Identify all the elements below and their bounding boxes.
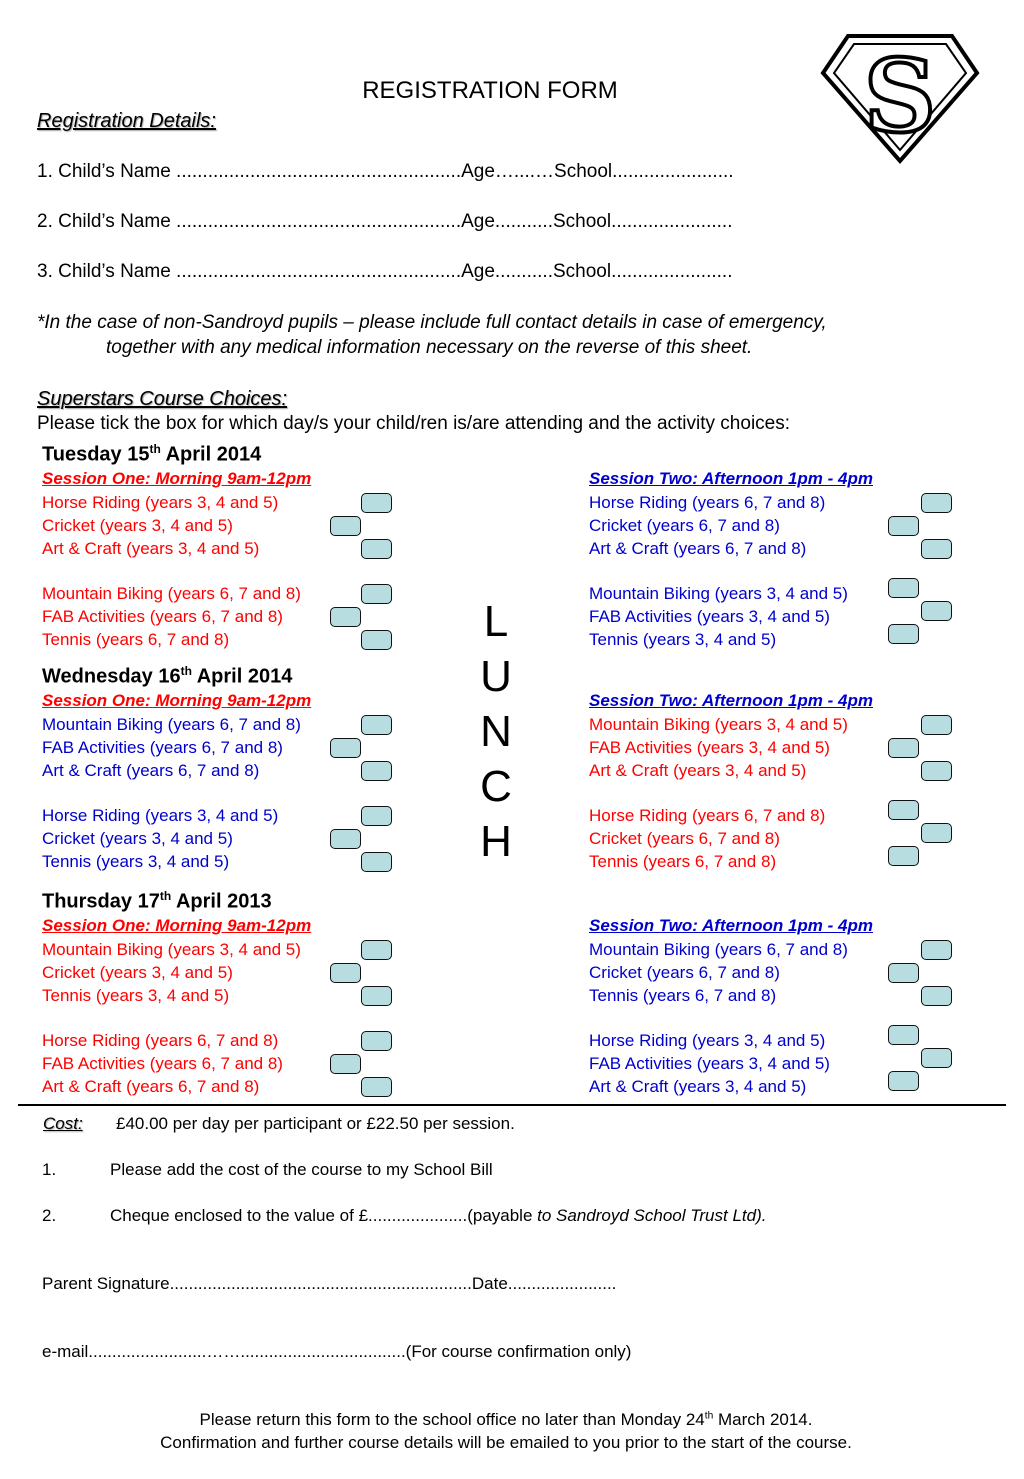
return-deadline-note [0, 1410, 1012, 1430]
morning-activity-checkbox[interactable] [361, 1077, 392, 1097]
afternoon-activity-checkbox[interactable] [921, 1048, 952, 1068]
morning-activity-label: Mountain Biking (years 6, 7 and 8) [42, 584, 301, 603]
morning-activity-label: Cricket (years 3, 4 and 5) [42, 516, 233, 535]
morning-activity-label: Horse Riding (years 6, 7 and 8) [42, 1031, 279, 1050]
day-heading-prefix: Thursday 17 [42, 890, 160, 913]
morning-activity-checkbox[interactable] [330, 1054, 361, 1074]
afternoon-activity-checkbox[interactable] [888, 846, 919, 866]
afternoon-activity-checkbox[interactable] [888, 963, 919, 983]
section-divider [18, 1104, 1006, 1106]
morning-activity-checkbox[interactable] [361, 584, 392, 604]
lunch-letter: C [480, 762, 512, 811]
afternoon-activity-label: FAB Activities (years 3, 4 and 5) [589, 1054, 830, 1073]
svg-text:S: S [863, 37, 937, 155]
lunch-letter: U [480, 652, 512, 701]
option-2-cheque[interactable] [110, 1206, 766, 1226]
morning-activity-label: Cricket (years 3, 4 and 5) [42, 829, 233, 848]
child-name-line-3[interactable]: 3. Child’s Name ......................................................Age...........School....................... [37, 261, 733, 282]
registration-details-heading: Registration Details: [37, 110, 216, 132]
day-heading-prefix: Tuesday 15 [42, 443, 150, 466]
afternoon-activity-label: Horse Riding (years 6, 7 and 8) [589, 806, 826, 825]
email-line[interactable]: e-mail.........................……...................................(For course confirmation only) [42, 1342, 632, 1361]
session-two-label: Session Two: Afternoon 1pm - 4pm [589, 916, 873, 935]
afternoon-activity-label: Cricket (years 6, 7 and 8) [589, 829, 780, 848]
option-1-number: 1. [42, 1160, 57, 1179]
afternoon-activity-label: Mountain Biking (years 3, 4 and 5) [589, 584, 848, 603]
session-two-label: Session Two: Afternoon 1pm - 4pm [589, 691, 873, 710]
morning-activity-checkbox[interactable] [361, 1031, 392, 1051]
day-heading-sup: th [149, 442, 161, 456]
afternoon-activity-label: Cricket (years 6, 7 and 8) [589, 516, 780, 535]
morning-activity-label: Tennis (years 3, 4 and 5) [42, 986, 230, 1005]
morning-activity-checkbox[interactable] [361, 715, 392, 735]
morning-activity-label: Art & Craft (years 6, 7 and 8) [42, 1077, 260, 1096]
morning-activity-checkbox[interactable] [361, 493, 392, 513]
afternoon-activity-checkbox[interactable] [921, 761, 952, 781]
deadline-suffix: March 2014. [713, 1410, 813, 1429]
emergency-note-line-2: together with any medical information necessary on the reverse of this sheet. [106, 337, 753, 358]
afternoon-activity-checkbox[interactable] [921, 715, 952, 735]
lunch-letter: H [480, 817, 512, 866]
morning-activity-checkbox[interactable] [361, 852, 392, 872]
morning-activity-label: FAB Activities (years 6, 7 and 8) [42, 738, 283, 757]
afternoon-activity-label: Tennis (years 3, 4 and 5) [589, 630, 777, 649]
day-heading-suffix: April 2014 [160, 443, 262, 466]
afternoon-activity-label: FAB Activities (years 3, 4 and 5) [589, 738, 830, 757]
morning-activity-checkbox[interactable] [361, 630, 392, 650]
morning-activity-label: Cricket (years 3, 4 and 5) [42, 963, 233, 982]
afternoon-activity-label: Cricket (years 6, 7 and 8) [589, 963, 780, 982]
morning-activity-checkbox[interactable] [330, 607, 361, 627]
morning-activity-label: FAB Activities (years 6, 7 and 8) [42, 1054, 283, 1073]
morning-activity-checkbox[interactable] [330, 963, 361, 983]
afternoon-activity-label: Art & Craft (years 3, 4 and 5) [589, 1077, 807, 1096]
afternoon-activity-checkbox[interactable] [888, 1025, 919, 1045]
deadline-sup: th [704, 1410, 714, 1422]
morning-activity-label: Art & Craft (years 3, 4 and 5) [42, 539, 260, 558]
afternoon-activity-checkbox[interactable] [888, 516, 919, 536]
deadline-prefix: Please return this form to the school office no later than Monday 24 [199, 1410, 705, 1429]
course-choices-heading: Superstars Course Choices: [37, 388, 288, 410]
morning-activity-checkbox[interactable] [361, 761, 392, 781]
tick-instructions: Please tick the box for which day/s your child/ren is/are attending and the activity choices: [37, 413, 791, 434]
afternoon-activity-label: Mountain Biking (years 3, 4 and 5) [589, 715, 848, 734]
afternoon-activity-label: Tennis (years 6, 7 and 8) [589, 986, 777, 1005]
morning-activity-label: Mountain Biking (years 6, 7 and 8) [42, 715, 301, 734]
cheque-payee: to Sandroyd School Trust Ltd). [537, 1206, 767, 1225]
child-name-line-1[interactable]: 1. Child’s Name ......................................................Age…....…School....................... [37, 161, 734, 182]
morning-activity-label: Art & Craft (years 6, 7 and 8) [42, 761, 260, 780]
cost-text: £40.00 per day per participant or £22.50 per session. [116, 1114, 515, 1133]
morning-activity-checkbox[interactable] [361, 986, 392, 1006]
afternoon-activity-checkbox[interactable] [921, 823, 952, 843]
morning-activity-label: Horse Riding (years 3, 4 and 5) [42, 806, 279, 825]
afternoon-activity-label: Horse Riding (years 3, 4 and 5) [589, 1031, 826, 1050]
afternoon-activity-checkbox[interactable] [888, 578, 919, 598]
afternoon-activity-label: Mountain Biking (years 6, 7 and 8) [589, 940, 848, 959]
day-heading-sup: th [180, 664, 192, 678]
day-heading-prefix: Wednesday 16 [42, 665, 181, 688]
afternoon-activity-checkbox[interactable] [921, 539, 952, 559]
cheque-text: Cheque enclosed to the value of £.....................(payable [110, 1206, 538, 1225]
day-heading-suffix: April 2014 [191, 665, 293, 688]
afternoon-activity-checkbox[interactable] [921, 986, 952, 1006]
cost-label: Cost: [43, 1114, 83, 1133]
session-two-label: Session Two: Afternoon 1pm - 4pm [589, 469, 873, 488]
parent-signature-line[interactable]: Parent Signature................................................................Date....................... [42, 1274, 617, 1293]
afternoon-activity-checkbox[interactable] [921, 601, 952, 621]
afternoon-activity-checkbox[interactable] [888, 800, 919, 820]
emergency-note-line-1: *In the case of non-Sandroyd pupils – please include full contact details in case of emergency, [37, 312, 827, 333]
option-2-number: 2. [42, 1206, 57, 1225]
day-heading [42, 664, 292, 689]
morning-activity-label: Horse Riding (years 3, 4 and 5) [42, 493, 279, 512]
day-heading [42, 889, 272, 914]
afternoon-activity-checkbox[interactable] [921, 493, 952, 513]
session-one-label: Session One: Morning 9am-12pm [42, 916, 312, 935]
day-heading-suffix: April 2013 [171, 890, 272, 913]
morning-activity-checkbox[interactable] [330, 516, 361, 536]
afternoon-activity-checkbox[interactable] [888, 1071, 919, 1091]
afternoon-activity-label: Horse Riding (years 6, 7 and 8) [589, 493, 826, 512]
afternoon-activity-checkbox[interactable] [921, 940, 952, 960]
morning-activity-checkbox[interactable] [361, 806, 392, 826]
child-name-line-2[interactable]: 2. Child’s Name ......................................................Age...........School....................... [37, 211, 733, 232]
session-one-label: Session One: Morning 9am-12pm [42, 469, 312, 488]
lunch-letter: N [480, 707, 512, 756]
morning-activity-label: Mountain Biking (years 3, 4 and 5) [42, 940, 301, 959]
afternoon-activity-label: Art & Craft (years 3, 4 and 5) [589, 761, 807, 780]
afternoon-activity-label: Art & Craft (years 6, 7 and 8) [589, 539, 807, 558]
session-one-label: Session One: Morning 9am-12pm [42, 691, 312, 710]
morning-activity-label: FAB Activities (years 6, 7 and 8) [42, 607, 283, 626]
morning-activity-checkbox[interactable] [361, 940, 392, 960]
morning-activity-checkbox[interactable] [330, 829, 361, 849]
afternoon-activity-label: FAB Activities (years 3, 4 and 5) [589, 607, 830, 626]
afternoon-activity-checkbox[interactable] [888, 738, 919, 758]
option-1-school-bill[interactable]: Please add the cost of the course to my School Bill [110, 1160, 493, 1179]
lunch-letter: L [483, 597, 509, 646]
confirmation-note: Confirmation and further course details will be emailed to you prior to the start of the course. [160, 1433, 852, 1452]
form-title: REGISTRATION FORM [362, 77, 618, 104]
day-heading [42, 442, 261, 467]
morning-activity-checkbox[interactable] [330, 738, 361, 758]
afternoon-activity-label: Tennis (years 6, 7 and 8) [589, 852, 777, 871]
afternoon-activity-checkbox[interactable] [888, 624, 919, 644]
morning-activity-checkbox[interactable] [361, 539, 392, 559]
morning-activity-label: Tennis (years 3, 4 and 5) [42, 852, 230, 871]
day-heading-sup: th [159, 889, 172, 903]
morning-activity-label: Tennis (years 6, 7 and 8) [42, 630, 230, 649]
